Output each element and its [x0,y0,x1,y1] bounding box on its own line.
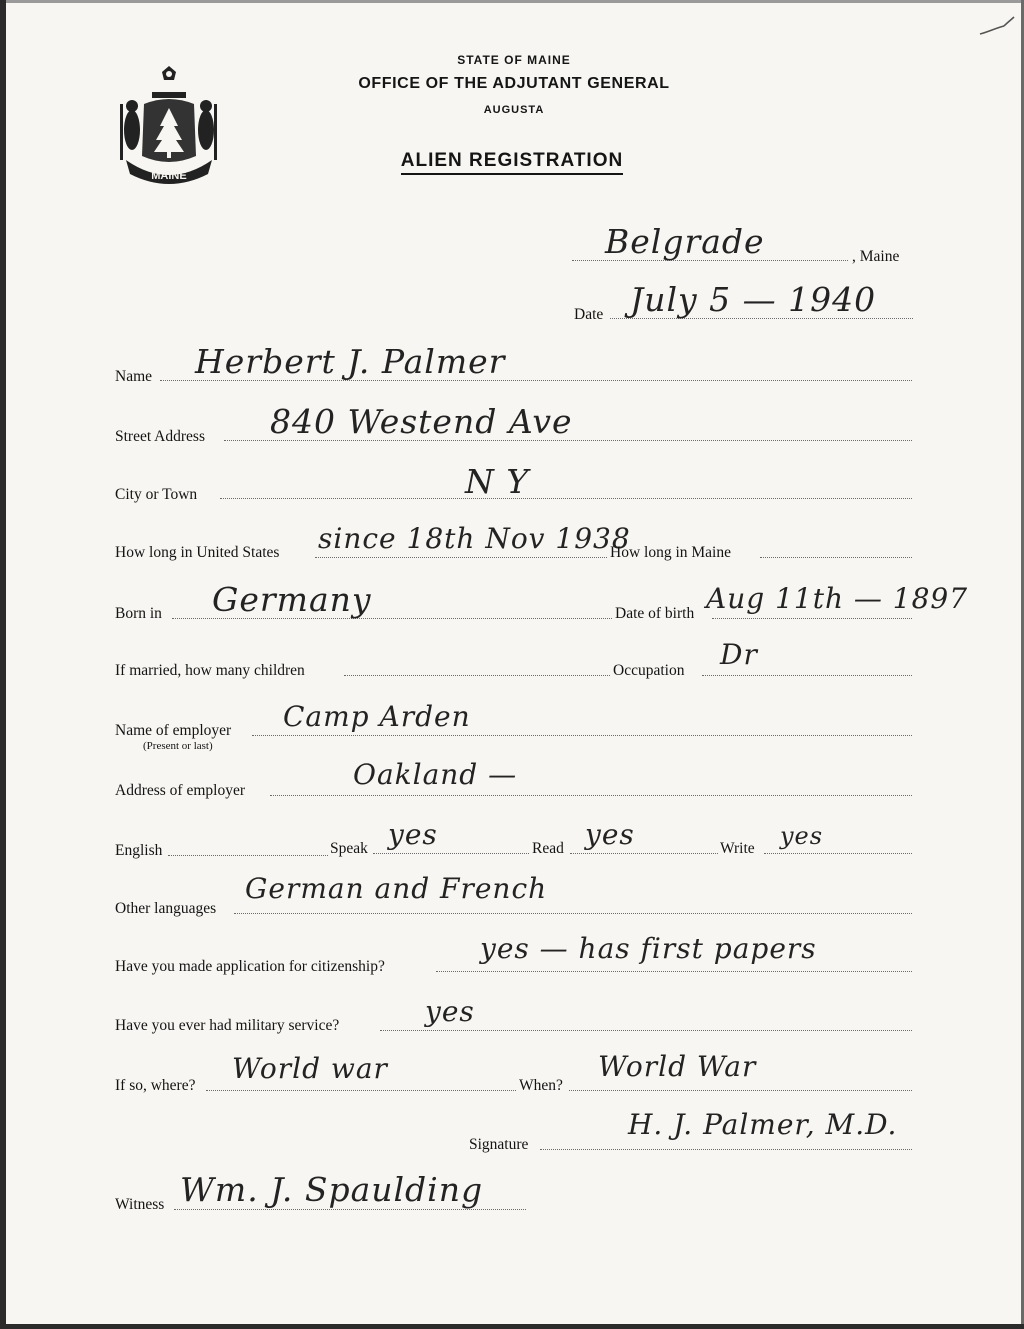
occupation-value: Dr [720,638,758,671]
witness-value: Wm. J. Spaulding [180,1170,484,1209]
how-long-us-label: How long in United States [115,544,280,561]
when-value: World War [598,1050,757,1083]
how-long-us-value: since 18th Nov 1938 [318,522,631,555]
how-long-maine-label: How long in Maine [610,544,731,561]
other-languages-value: German and French [245,872,548,905]
married-label: If married, how many children [115,662,305,679]
witness-label: Witness [115,1196,165,1213]
maine-label: , Maine [852,248,900,265]
signature-line [540,1149,912,1150]
occupation-line [702,675,912,676]
pencil-check-mark [978,14,1016,38]
header-city: AUGUSTA [483,104,545,116]
witness-line [174,1209,526,1210]
form-title [0,150,1024,172]
read-value: yes [585,818,635,851]
date-label: Date [574,306,604,323]
employer-label: Name of employer [115,722,232,739]
citizenship-value: yes — has first papers [480,932,817,965]
how-long-maine-line [760,557,912,558]
employer-address-line [270,795,912,796]
svg-text:MAINE: MAINE [151,170,187,182]
speak-label: Speak [330,840,368,857]
write-value: yes [780,822,824,850]
employer-line [252,735,912,736]
signature-label: Signature [469,1136,529,1153]
citizenship-line [436,971,912,972]
where-label: If so, where? [115,1077,196,1094]
born-in-value: Germany [212,580,372,619]
date-of-birth-value: Aug 11th — 1897 [706,582,969,615]
street-value: 840 Westend Ave [270,402,573,441]
city-label: City or Town [115,486,198,503]
military-value: yes [425,995,475,1028]
town-value: Belgrade [605,222,765,261]
name-value: Herbert J. Palmer [195,342,506,381]
speak-value: yes [388,818,438,851]
employer-value: Camp Arden [283,700,471,733]
military-line [380,1030,912,1031]
when-line [569,1090,912,1091]
english-label: English [115,842,163,859]
where-value: World war [232,1052,388,1085]
other-languages-label: Other languages [115,900,217,917]
city-line [220,498,912,499]
employer-address-label: Address of employer [115,782,245,799]
form-title-text: ALIEN REGISTRATION [401,150,623,175]
other-languages-line [234,913,912,914]
read-label: Read [532,840,564,857]
how-long-us-line [315,557,607,558]
scan-border-top [0,0,1024,3]
write-line [764,853,912,854]
where-line [206,1090,516,1091]
scan-border-bottom [0,1324,1024,1329]
speak-line [373,853,529,854]
english-line [168,855,328,856]
employer-note: (Present or last) [143,740,213,752]
employer-address-value: Oakland — [353,758,518,791]
occupation-label: Occupation [613,662,685,679]
header-state: STATE OF MAINE [457,53,571,67]
street-label: Street Address [115,428,205,445]
date-of-birth-label: Date of birth [615,605,695,622]
married-line [344,675,610,676]
header-office: OFFICE OF THE ADJUTANT GENERAL [358,75,670,92]
city-value: N Y [465,462,530,501]
date-of-birth-line [712,618,912,619]
military-label: Have you ever had military service? [115,1017,340,1034]
read-line [570,853,718,854]
born-in-label: Born in [115,605,162,622]
signature-value: H. J. Palmer, M.D. [628,1108,898,1141]
citizenship-label: Have you made application for citizenship? [115,958,385,975]
when-label: When? [519,1077,563,1094]
scan-border-left [0,0,6,1329]
name-label: Name [115,368,153,385]
write-label: Write [720,840,755,857]
date-value: July 5 — 1940 [630,280,877,319]
